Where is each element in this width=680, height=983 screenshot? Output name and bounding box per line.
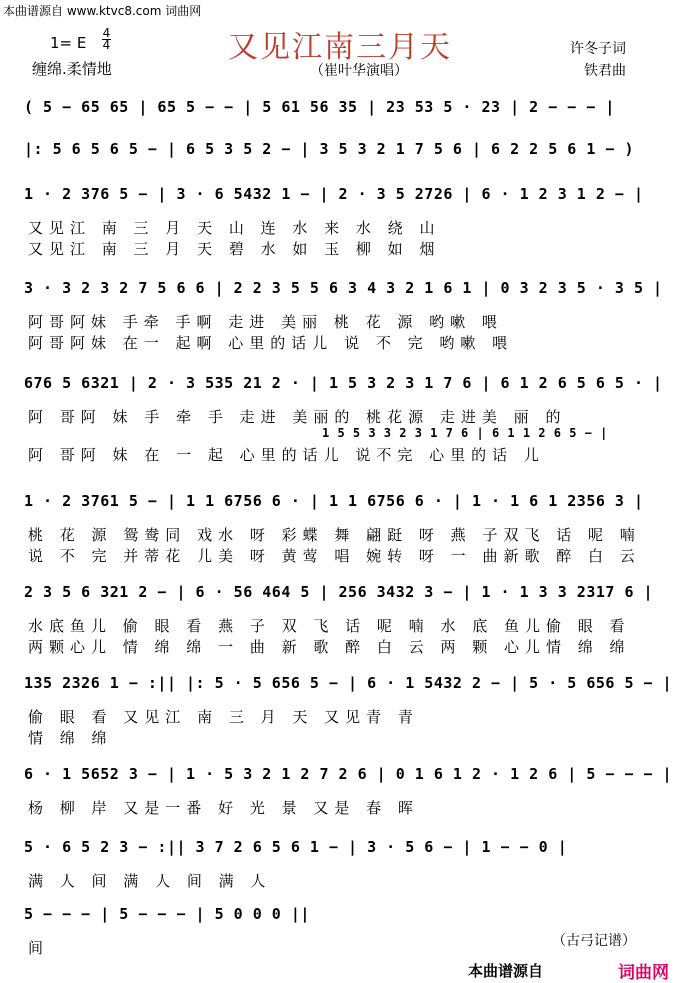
notation-line: 3 · 3 2 3 2 7 5 6 6 | 2 2 3 5 5 6 3 4 3 2 1 6 1 | 0 3 2 3 5 · 3 5 | <box>24 279 663 297</box>
lyric-line: 间 <box>28 939 50 957</box>
footer-source-text: 本曲谱源自 <box>468 962 544 980</box>
lyric-line: 又见江 南 三 月 天 碧 水 如 玉 柳 如 烟 <box>28 240 441 258</box>
expression-mark: 缠绵.柔情地 <box>32 60 112 78</box>
lyric-line: 情 绵 绵 <box>28 729 113 747</box>
lyricist-credit: 许冬子词 <box>570 41 626 57</box>
lyric-line: 满 人 间 满 人 间 满 人 <box>28 872 272 890</box>
notation-line: 2 3 5 6 321 2 − | 6 · 56 464 5 | 256 3432 3 − | 1 · 1 3 3 2317 6 | <box>24 583 654 601</box>
notation-line: 1 · 2 376 5 − | 3 · 6 5432 1 − | 2 · 3 5 2726 | 6 · 1 2 3 1 2 − | <box>24 185 644 203</box>
lyric-line: 阿 哥阿 妹 手 牵 手 走进 美丽的 桃花源 走进美 丽 的 <box>28 408 567 426</box>
lyric-line: 又见江 南 三 月 天 山 连 水 来 水 绕 山 <box>28 219 441 237</box>
lyric-line: 杨 柳 岸 又是一番 好 光 景 又是 春 晖 <box>28 799 419 817</box>
notation-line: 5 − − − | 5 − − − | 5 0 0 0 || <box>24 905 310 923</box>
lyric-line: 桃 花 源 鸳鸯同 戏水 呀 彩蝶 舞 翩跹 呀 燕 子双飞 话 呢 喃 <box>28 526 641 544</box>
lyric-line: 阿哥阿妹 手牵 手啊 走进 美丽 桃 花 源 哟嗽 喂 <box>28 313 503 331</box>
meter-bottom: 4 <box>102 38 111 52</box>
lyric-line: 两颗心儿 情 绵 绵 一 曲 新 歌 醉 白 云 两 颗 心儿情 绵 绵 <box>28 638 631 656</box>
time-signature <box>102 28 111 51</box>
watermark: 本曲谱源自 www.ktvc8.com 词曲网 <box>3 4 202 18</box>
lyric-line: 水底鱼儿 偷 眼 看 燕 子 双 飞 话 呢 喃 水 底 鱼儿偷 眼 看 <box>28 617 631 635</box>
notation-line: 6 · 1 5652 3 − | 1 · 5 3 2 1 2 7 2 6 | 0 1 6 1 2 · 1 2 6 | 5 − − − | <box>24 765 673 783</box>
notation-line: 135 2326 1 − :|| |: 5 · 5 656 5 − | 6 · 1 5432 2 − | 5 · 5 656 5 − | <box>24 674 673 692</box>
notation-line: 676 5 6321 | 2 · 3 535 21 2 · | 1 5 3 2 3 1 7 6 | 6 1 2 6 5 6 5 · | <box>24 374 663 392</box>
song-title: 又见江南三月天 <box>228 30 452 65</box>
lyric-line: 阿 哥阿 妹 在 一 起 心里的话儿 说不完 心里的话 儿 <box>28 446 545 464</box>
lyric-line: 说 不 完 并蒂花 儿美 呀 黄莺 唱 婉转 呀 一 曲新歌 醉 白 云 <box>28 547 641 565</box>
notation-line: 1 · 2 3761 5 − | 1 1 6756 6 · | 1 1 6756 6 · | 1 · 1 6 1 2356 3 | <box>24 492 644 510</box>
notation-line: 5 · 6 5 2 3 − :|| 3 7 2 6 5 6 1 − | 3 · 5 6 − | 1 − − 0 | <box>24 838 568 856</box>
singer-credit: （崔叶华演唱） <box>310 63 408 79</box>
composer-credit: 铁君曲 <box>584 63 626 79</box>
meter-top: 4 <box>102 26 111 40</box>
notation-line: |: 5 6 5 6 5 − | 6 5 3 5 2 − | 3 5 3 2 1 7 5 6 | 6 2 2 5 6 1 − ) <box>24 140 634 158</box>
notation-line: ( 5 − 65 65 | 65 5 − − | 5 61 56 35 | 23 53 5 · 23 | 2 − − − | <box>24 98 615 116</box>
footer-site-logo: 词曲网 <box>618 963 669 983</box>
notation-line: 1 5 5 3 3 2 3 1 7 6 | 6 1 1 2 6 5 − | <box>322 426 608 440</box>
lyric-line: 阿哥阿妹 在一 起啊 心里的话儿 说 不 完 哟嗽 喂 <box>28 334 514 352</box>
transcriber-credit: （古弓记谱） <box>552 933 636 949</box>
lyric-line: 偷 眼 看 又见江 南 三 月 天 又见青 青 <box>28 708 419 726</box>
key-signature: 1= E <box>50 34 87 52</box>
